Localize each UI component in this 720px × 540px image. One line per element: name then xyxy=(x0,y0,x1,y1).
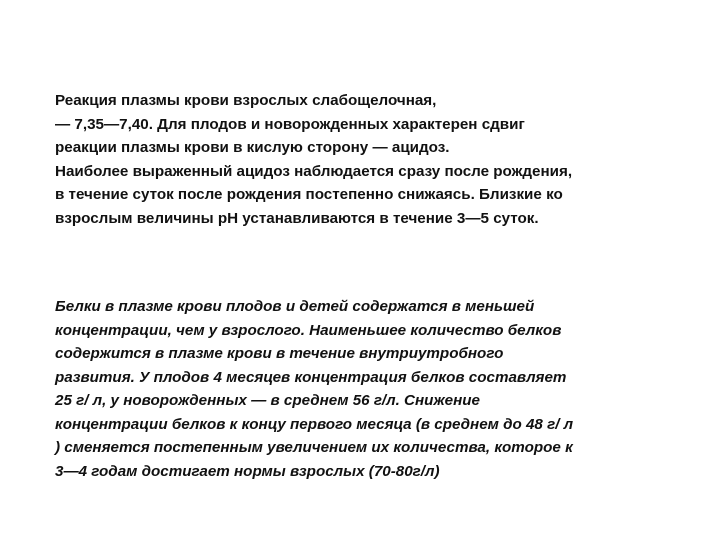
text-line: развития. У плодов 4 месяцев концентрация белков составляет xyxy=(55,368,567,386)
paragraph-blood-ph xyxy=(55,89,695,230)
text-line: — 7,35—7,40. Для плодов и новорожденных характерен сдвиг xyxy=(55,115,525,133)
text-line: концентрации белков к концу первого месяца (в среднем до 48 г/ л xyxy=(55,415,574,433)
text-line: реакции плазмы крови в кислую сторону — ацидоз. xyxy=(55,139,450,156)
text-line: содержится в плазме крови в течение внутриутробного xyxy=(55,345,504,362)
paragraph-plasma-proteins xyxy=(55,295,695,483)
text-line: Белки в плазме крови плодов и детей содержатся в меньшей xyxy=(55,298,535,315)
text-line: Наиболее выраженный ацидоз наблюдается сразу после рождения, xyxy=(55,162,573,180)
text-line: Реакция плазмы крови взрослых слабощелочная, xyxy=(55,92,437,109)
text-line: ) сменяется постепенным увеличением их количества, которое к xyxy=(55,439,573,456)
text-line: в течение суток после рождения постепенно снижаясь. Близкие ко xyxy=(55,186,563,203)
text-line: взрослым величины pH устанавливаются в течение 3—5 суток. xyxy=(55,209,539,227)
text-line: 25 г/ л, у новорожденных — в среднем 56 г/л. Снижение xyxy=(55,392,480,409)
text-line: 3—4 годам достигает нормы взрослых (70-80г/л) xyxy=(55,462,440,480)
text-line: концентрации, чем у взрослого. Наименьшее количество белков xyxy=(55,321,562,339)
